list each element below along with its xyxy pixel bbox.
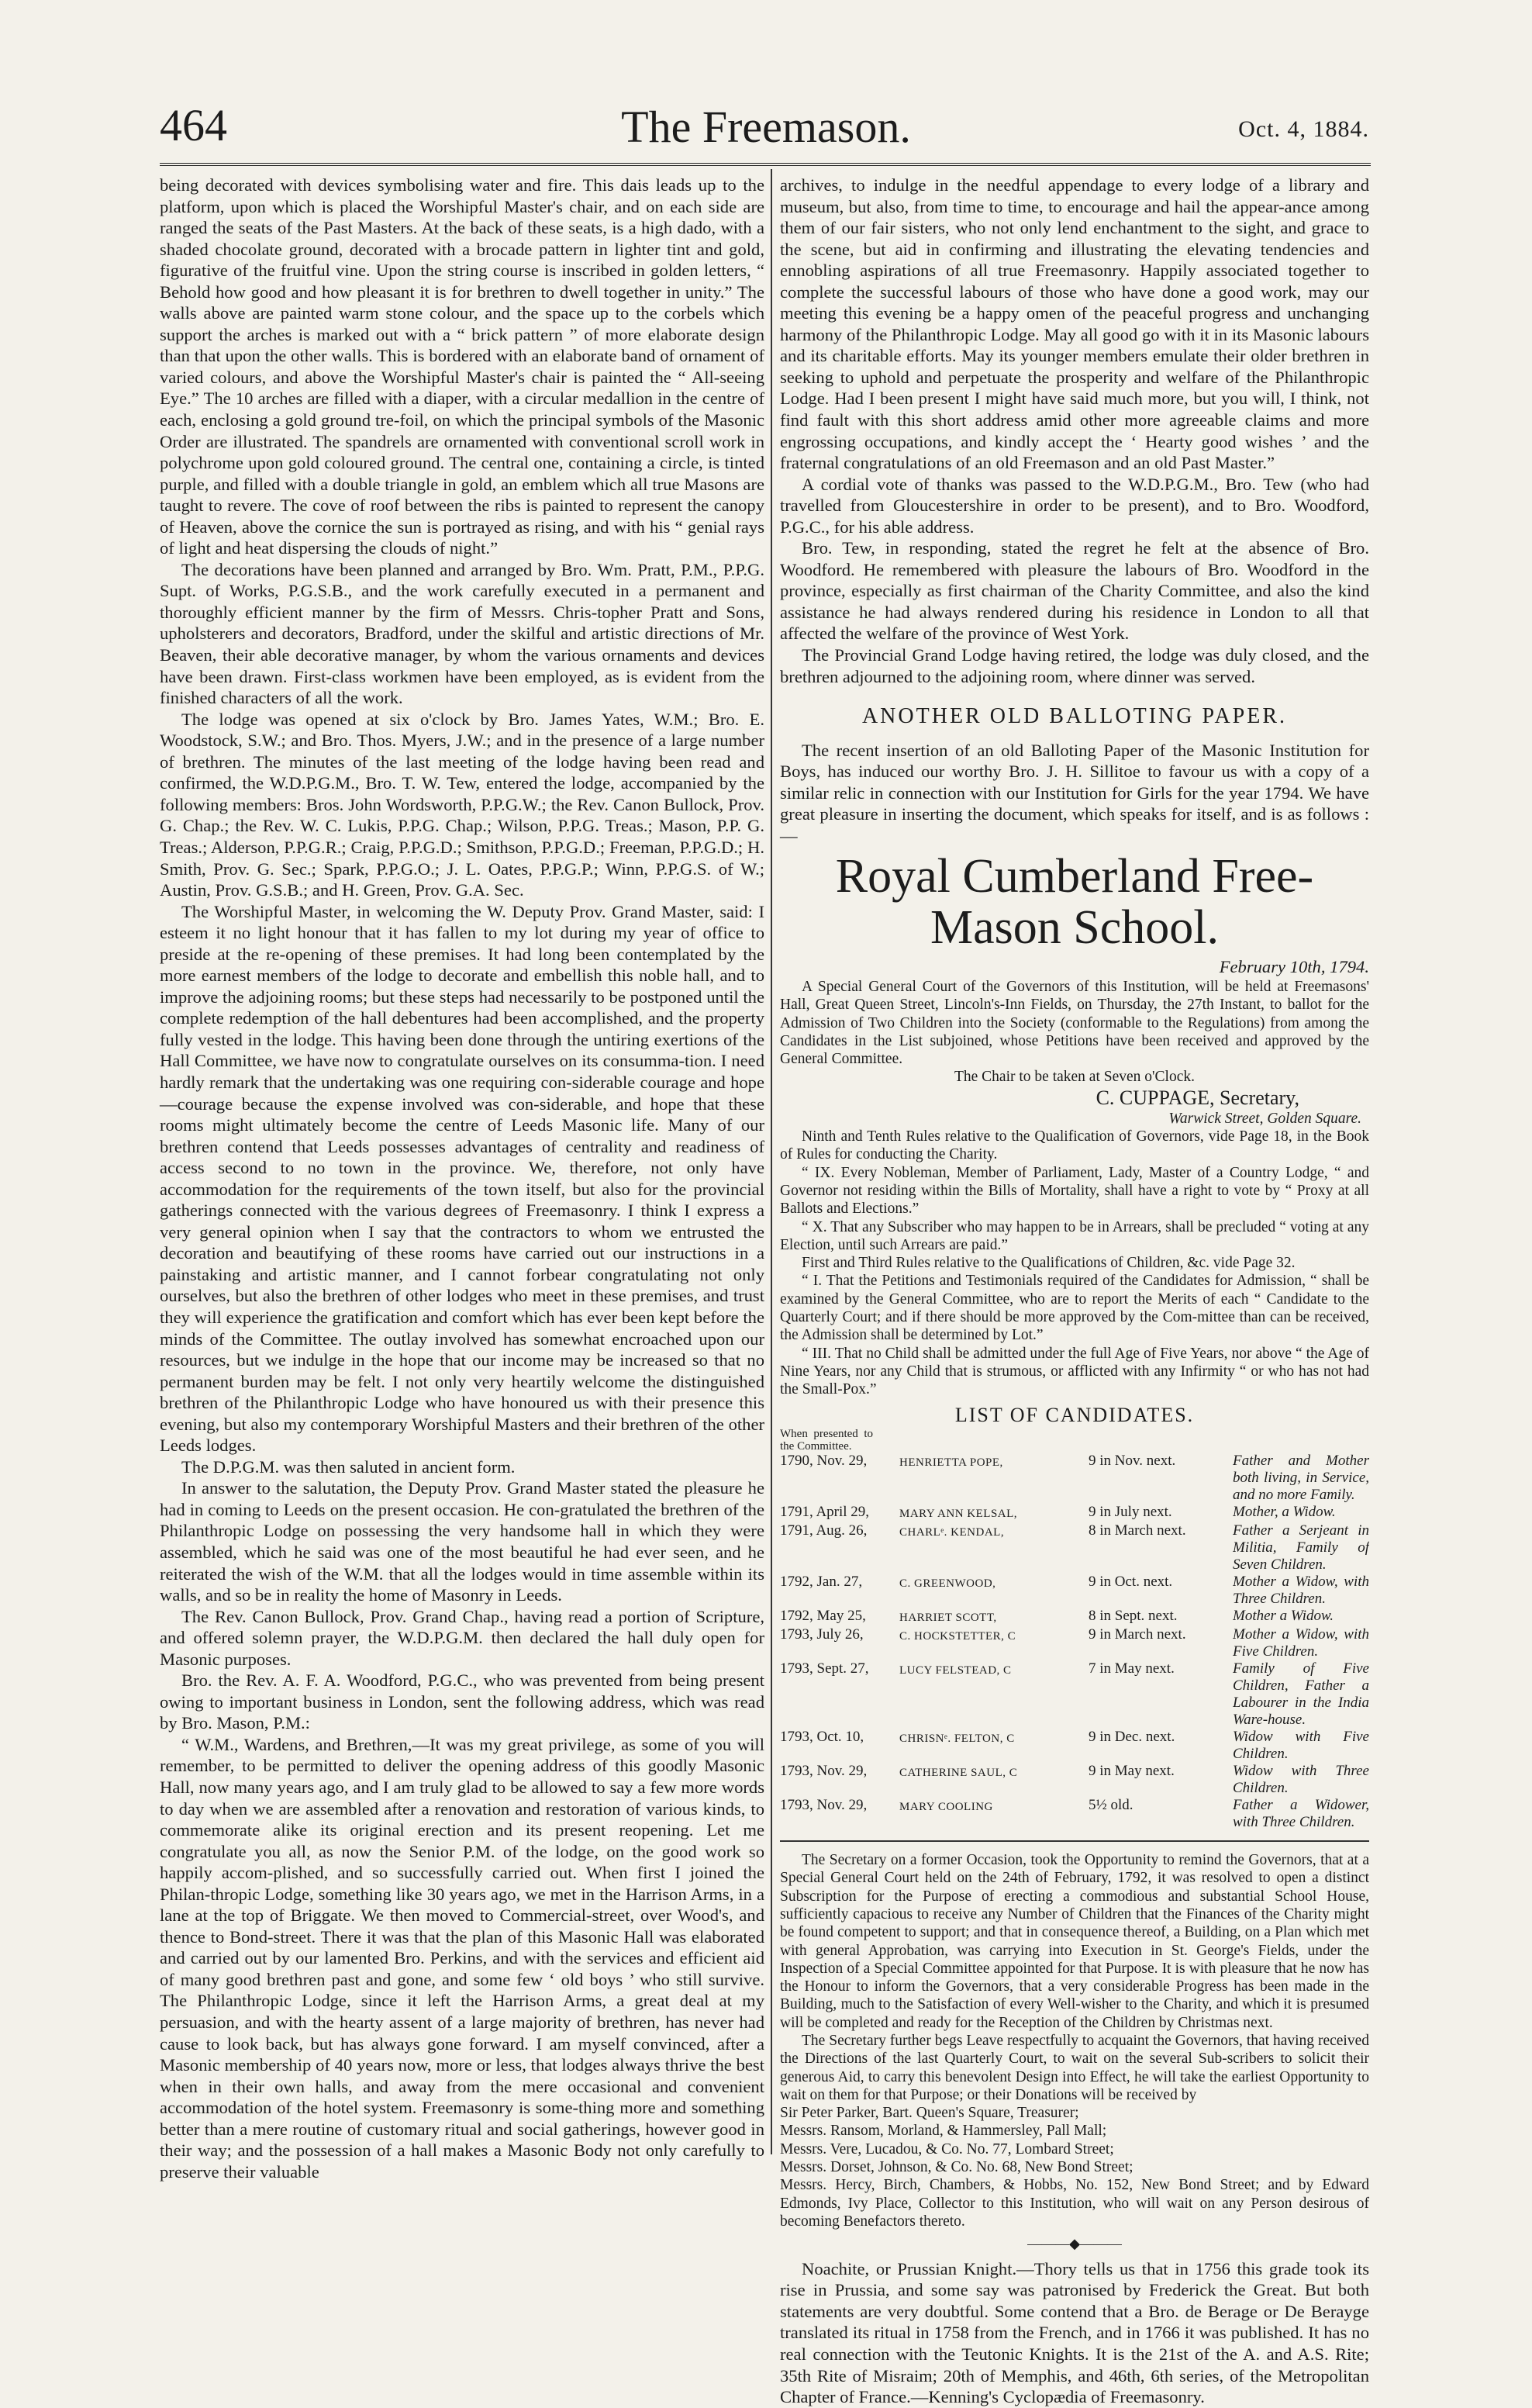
candidate-name: MARY ANN KELSAL, (899, 1508, 1018, 1521)
receiver-line: Sir Peter Parker, Bart. Queen's Square, Treasurer; (780, 2105, 1079, 2122)
article-paragraph: The recent insertion of an old Balloting Paper of the Masonic Institution for Boys, has induced our worthy Bro. J. H. Sillitoe to favour us with a copy of a similar relic in connection with our Institution for Girls for the year 1794. We have great pleasure in inserting the document, which speaks for itself, and is as follows :— (780, 740, 1369, 845)
candidate-note: Widow with Three Children. (1233, 1763, 1369, 1797)
candidate-age: 8 in March next. (1089, 1522, 1186, 1539)
article-paragraph: being decorated with devices symbolising water and fire. This dais leads up to the platform, upon which is placed the Worshipful Master's chair, and on each side are ranged the seats of the Past Masters. At the back of these seats, is a high dado, with a shaded chocolate ground, decorated with a brocade pattern in lighter tint and gold, figurative of the fruitful vine. Upon the string course is inscribed in golden letters, “ Behold how good and how pleasant it is for brethren to dwell together in unity.” The walls above are painted warm stone colour, and the space up to the corbels which support the arches is marked out with a “ brick pattern ” of more elaborate design than that upon the other walls. This is bordered with an elaborate band of ornament of varied colours, and above the Worshipful Master's chair is painted the “ All-seeing Eye.” The 10 arches are filled with a diaper, with a circular medallion in the centre of each, enclosing a gold ground tre-foil, on which the principal symbols of the Masonic Order are illustrated. The spandrels are ornamented with conventional scroll work in polychrome upon gold coloured ground. The central one, containing a circle, is tinted purple, and filled with a double triangle in gold, an emblem which all true Masons are taught to revere. The cove of roof between the ribs is painted to represent the canopy of Heaven, above the cornice the sun is portrayed as rising, and with his “ genial rays of light and heat dispersing the clouds of night.” (160, 175, 764, 558)
rule-text: “ IX. Every Nobleman, Member of Parliament, Lady, Master of a Country Lodge, “ and Governor not residing within the Bills of Mortality, shall have a right to vote by “ Proxy at all Ballots and Elections.” (780, 1164, 1369, 1218)
rule-text: “ X. That any Subscriber who may happen to be in Arrears, shall be precluded “ voting at any Election, until such Arrears are paid.” (780, 1218, 1369, 1253)
candidate-date: 1790, Nov. 29, (780, 1453, 868, 1470)
candidate-name: HENRIETTA POPE, (899, 1456, 1003, 1470)
closing-text: The Secretary further begs Leave respectfully to acquaint the Governors, that having received the Directions of the last Quarterly Court, to wait on the several Sub-scribers to solicit their generous Aid, to carry this benevolent Design into Effect, he will take the earliest Opportunity to wait on them for that Purpose; or their Donations will be received by (780, 2033, 1369, 2103)
chair-notice: The Chair to be taken at Seven o'Clock. (954, 1069, 1195, 1086)
secretary-address: Warwick Street, Golden Square. (1168, 1110, 1361, 1127)
document-date: February 10th, 1794. (1219, 957, 1369, 977)
column-right (780, 174, 1369, 2408)
candidate-name: HARRIET SCOTT, (899, 1612, 997, 1625)
candidate-age: 8 in Sept. next. (1089, 1608, 1178, 1625)
article-paragraph: The D.P.G.M. was then saluted in ancient form. (181, 1456, 516, 1477)
candidate-note: Mother, a Widow. (1233, 1504, 1336, 1521)
receiver-line: Messrs. Dorset, Johnson, & Co. No. 68, New Bond Street; (780, 2159, 1133, 2176)
article-paragraph: Bro. the Rev. A. F. A. Woodford, P.G.C., who was prevented from being present owing to important business in London, sent the following address, which was read by Bro. Mason, P.M.: (160, 1670, 764, 1733)
court-notice: A Special General Court of the Governors of this Institution, will be held at Freemasons' Hall, Great Queen Street, Lincoln's-Inn Fields, on Thursday, the 27th Instant, to ballot for the Admission of Two Children into the Society (conformable to the Regulations) from among the Candidates in the List subjoined, whose Petitions have been received and approved by the General Committee. (780, 978, 1369, 1068)
candidates-table (780, 1453, 1369, 1831)
candidate-date: 1793, Oct. 10, (780, 1729, 864, 1746)
candidate-date: 1793, Nov. 29, (780, 1763, 868, 1780)
section-heading: ANOTHER OLD BALLOTING PAPER. (861, 704, 1288, 729)
candidate-note: Mother a Widow, with Five Children. (1233, 1626, 1369, 1660)
candidate-name: MARY COOLING (899, 1801, 993, 1814)
candidate-name: LUCY FELSTEAD, C (899, 1664, 1012, 1677)
candidates-heading: LIST OF CANDIDATES. (954, 1404, 1195, 1427)
noachite-paragraph: Noachite, or Prussian Knight.—Thory tells us that in 1756 this grade took its rise in Prussia, and some say was patronised by Frederick the Great. But both statements are very doubtful. Some contend that a Bro. de Berage or De Berayge translated its ritual in 1758 from the French, and in 1766 it was published. It has no real connection with the Teutonic Knights. It is the 21st of the A. and A.S. Rite; 35th Rite of Misraim; 20th of Memphis, and 46th, 6th series, of the Metropolitan Chapter of France.—Kenning's Cyclopædia of Freemasonry. (780, 2258, 1369, 2407)
candidate-age: 7 in May next. (1089, 1660, 1175, 1677)
article-paragraph: The Rev. Canon Bullock, Prov. Grand Chap., having read a portion of Scripture, and offered solemn prayer, the W.D.P.G.M. then declared the hall duly open for Masonic purposes. (160, 1606, 764, 1669)
candidate-date: 1791, Aug. 26, (780, 1522, 868, 1539)
article-paragraph: The Provincial Grand Lodge having retired, the lodge was duly closed, and the brethren adjourned to the adjoining room, where dinner was served. (780, 645, 1369, 686)
candidate-age: 9 in July next. (1089, 1504, 1172, 1521)
candidate-age: 9 in March next. (1089, 1626, 1186, 1643)
candidate-note: Widow with Five Children. (1233, 1729, 1369, 1763)
masthead-title: The Freemason. (621, 102, 911, 152)
secretary-name: C. CUPPAGE, Secretary, (1096, 1086, 1299, 1109)
receiver-line: Messrs. Ransom, Morland, & Hammersley, Pall Mall; (780, 2123, 1107, 2140)
candidate-date: 1792, Jan. 27, (780, 1574, 863, 1591)
receiver-line: Messrs. Vere, Lucadou, & Co. No. 77, Lombard Street; (780, 2140, 1114, 2158)
rule-text: Ninth and Tenth Rules relative to the Qualification of Governors, vide Page 18, in the Book of Rules for conducting the Charity. (780, 1128, 1369, 1163)
candidate-date: 1792, May 25, (780, 1608, 866, 1625)
article-paragraph: A cordial vote of thanks was passed to the W.D.P.G.M., Bro. Tew (who had travelled from Gloucestershire in order to be present), and to Bro. Woodford, P.G.C., for his able address. (780, 474, 1369, 537)
rule-text: “ III. That no Child shall be admitted under the full Age of Five Years, nor above “ the Age of Nine Years, nor any Child that is strumous, or afflicted with any Infirmity “ or who has not had the Small-Pox.” (780, 1345, 1369, 1398)
section-rule (780, 1840, 1369, 1842)
candidate-note: Mother a Widow, with Three Children. (1233, 1574, 1369, 1608)
candidate-date: 1791, April 29, (780, 1504, 870, 1521)
candidate-date: 1793, Nov. 29, (780, 1797, 868, 1814)
candidate-name: CHRISNᵉ. FELTON, C (899, 1733, 1015, 1746)
candidate-age: 9 in Dec. next. (1089, 1729, 1175, 1746)
article-paragraph: archives, to indulge in the needful appendage to every lodge of a library and museum, but also, from time to time, to encourage and hail the appear-ance among them of our fair sisters, who not only lend enchantment to the sight, and grace to the scene, but aid in confirming and illustrating the elevating tendencies and ennobling aspirations of all true Freemasonry. Happily associated together to complete the successful labours of those who have done a good work, may our meeting this evening be a happy omen of the peaceful progress and unchanging harmony of the Philanthropic Lodge. May all good go with it in its Masonic labours and its charitable efforts. May its younger members emulate their older brethren in seeking to uphold and perpetuate the prosperity and welfare of the Philanthropic Lodge. Had I been present I might have said much more, but you will, I think, not find fault with this short address amid other more agreeable claims and more engrossing occupations, and kindly accept the ‘ Hearty good wishes ’ and the fraternal congratulations of an old Freemason and an old Past Master.” (780, 175, 1369, 473)
closing-text: The Secretary on a former Occasion, took the Opportunity to remind the Governors, that at a Special General Court held on the 24th of February, 1792, it was resolved to open a distinct Subscription for the Purpose of erecting a commodious and substantial School House, sufficiently capacious to receive any Number of Children that the Finances of the Charity might be found competent to support; and that in consequence thereof, a Building, on a Plan which met with general Approbation, was carrying into Execution in St. George's Fields, under the Inspection of a Special Committee appointed for that Purpose. It is with pleasure that he now has the Honour to inform the Governors, that a very considerable Progress has been made in the Building, much to the Satisfaction of every Well-wisher to the Charity, and which it is presumed will be completed and ready for the Reception of the Children by Christmas next. (780, 1852, 1369, 2031)
candidate-note: Father a Serjeant in Militia, Family of Seven Children. (1233, 1522, 1369, 1574)
candidate-note: Father and Mother both living, in Service, and no more Family. (1233, 1453, 1369, 1504)
school-title: Royal Cumberland Free-Mason School. (835, 850, 1314, 955)
article-paragraph: The Worshipful Master, in welcoming the W. Deputy Prov. Grand Master, said: I esteem it no light honour that it has fallen to my lot during my year of office to preside at the re-opening of these premises. It had long been contemplated by the more earnest members of the lodge to decorate and embellish this noble hall, and to improve the adjoining rooms; but these steps had necessarily to be postponed until the complete redemption of the hall debentures had been accomplished, and the property fully vested in the lodge. This having been done through the untiring exertions of the Hall Committee, we have now to congratulate ourselves on its consumma-tion. I need hardly remark that the undertaking was one requiring con-siderable courage and hope—courage because the expense involved was con-siderable, and hope that these rooms might ultimately become the centre of Leeds Masonic life. Many of our brethren contend that Leeds possesses advantages of centrality and readiness of access second to no town in the province. We, therefore, not only have accommodation for the requirements of the town itself, but also for the provincial gatherings connected with the various degrees of Freemasonry. I think I express a very general opinion when I say that the contractors to whom we entrusted the decoration and beautifying of these rooms have carried out our instructions in a painstaking and artistic manner, and I cannot forbear congratulating not only ourselves, but also the brethren of other lodges who meet in these premises, and trust they will experience the gratification and comfort which has ever been kept before the minds of the Committee. The outlay involved has somewhat encroached upon our resources, but we indulge in the hope that our income may be increased so that no permanent burden may be felt. I not only very heartily welcome the distinguished brethren of the Philanthropic Lodge who have honoured us with their presence this evening, but also my contemporary Worshipful Masters and their brethren of the other Leeds lodges. (160, 901, 764, 1456)
candidate-age: 9 in May next. (1089, 1763, 1175, 1780)
candidate-note: Father a Widower, with Three Children. (1233, 1797, 1369, 1831)
candidate-date: 1793, July 26, (780, 1626, 864, 1643)
article-paragraph: The decorations have been planned and arranged by Bro. Wm. Pratt, P.M., P.P.G. Supt. of Works, P.G.S.B., and the work carefully executed in a permanent and thoroughly efficient manner by the firm of Messrs. Chris-topher Pratt and Sons, upholsterers and decorators, Bradford, under the skilful and artistic directions of Mr. Beaven, their able decorative manager, by whom the various ornaments and devices have been drawn. First-class workmen have been employed, as is evident from the finished characters of all the work. (160, 559, 764, 708)
candidates-subheading: When presented to the Committee. (780, 1428, 873, 1453)
candidate-name: C. HOCKSTETTER, C (899, 1630, 1016, 1643)
page-header (0, 0, 1532, 171)
issue-date: Oct. 4, 1884. (1238, 116, 1369, 142)
candidate-name: CHARLᵉ. KENDAL, (899, 1526, 1005, 1539)
candidate-name: C. GREENWOOD, (899, 1577, 996, 1591)
candidate-name: CATHERINE SAUL, C (899, 1767, 1018, 1780)
page-number: 464 (160, 100, 227, 150)
column-left (160, 174, 764, 2182)
candidate-note: Mother a Widow. (1233, 1608, 1334, 1625)
divider-ornament: ———◆——— (1027, 2236, 1122, 2252)
article-paragraph: “ W.M., Wardens, and Brethren,—It was my great privilege, as some of you will remember, to be permitted to deliver the opening address of this goodly Masonic Hall, now many years ago, and I am truly glad to be allowed to say a few more words to day when we are assembled after a renovation and restoration of various kinds, to commemorate alike its original erection and its present reopening. Let me congratulate you all, as now the Senior P.M. of the lodge, on the good work so happily accom-plished, and so successfully carried out. When first I joined the Philan-thropic Lodge, something like 30 years ago, we met in the Harrison Arms, in a lane at the top of Briggate. We then moved to Commercial-street, over Wood's, and thence to Bond-street. There it was that the plan of this Masonic Hall was elaborated and carried out by our lamented Bro. Perkins, and with the services and efficient aid of many good brethren past and gone, and some few ‘ old boys ’ who still survive. The Philanthropic Lodge, since it left the Harrison Arms, a great deal at my persuasion, and with the hearty assent of a large majority of brethren, has never had cause to look back, but has always gone forward. I am myself convinced, after a Masonic membership of 40 years now, more or less, that lodges always thrive the best when in their own halls, and away from the mere occasional and convenient accommodation of the hotel system. Freemasonry is some-thing more and something better than a mere routine of customary ritual and social gatherings, however good in their way; and the possession of a hall makes a Masonic Body not only carefully to preserve their valuable (160, 1734, 764, 2182)
rule-text: “ I. That the Petitions and Testimonials required of the Candidates for Admission, “ shall be examined by the General Committee, who are to report the Merits of each “ Candidate to the Quarterly Court; and if there should be more approved by the Com-mittee than can be received, the Admission shall be determined by Lot.” (780, 1273, 1369, 1344)
candidate-date: 1793, Sept. 27, (780, 1660, 869, 1677)
candidate-note: Family of Five Children, Father a Labourer in the India Ware-house. (1233, 1660, 1369, 1729)
article-paragraph: In answer to the salutation, the Deputy Prov. Grand Master stated the pleasure he had in coming to Leeds on the present occasion. He con-gratulated the brethren of the Philanthropic Lodge on possessing the very handsome hall in which they were assembled, which he said was one of the most beautiful he had ever seen, and he reiterated the wish of the W.M. that all the lodges would in time assemble within its walls, and so be in reality the home of Masonry in Leeds. (160, 1478, 764, 1605)
candidate-age: 9 in Oct. next. (1089, 1574, 1173, 1591)
header-rule (160, 163, 1371, 166)
candidate-age: 9 in Nov. next. (1089, 1453, 1176, 1470)
column-divider (771, 169, 772, 2154)
article-paragraph: Bro. Tew, in responding, stated the regret he felt at the absence of Bro. Woodford. He remembered with pleasure the labours of Bro. Woodford in the province, especially as first chairman of the Charity Committee, and also the kind assistance he had always rendered during his residence in London to all that affected the welfare of the province of West York. (780, 538, 1369, 644)
receiver-line: Messrs. Hercy, Birch, Chambers, & Hobbs, No. 152, New Bond Street; and by Edward Edmonds, Ivy Place, Collector to this Institution, who will wait on any Person desirous of becoming Benefactors thereto. (780, 2177, 1369, 2230)
rule-text: First and Third Rules relative to the Qualifications of Children, &c. vide Page 32. (802, 1255, 1296, 1272)
article-paragraph: The lodge was opened at six o'clock by Bro. James Yates, W.M.; Bro. E. Woodstock, S.W.; and Bro. Thos. Myers, J.W.; and in the presence of a large number of brethren. The minutes of the last meeting of the lodge having been read and confirmed, the W.D.P.G.M., Bro. T. W. Tew, entered the lodge, accompanied by the following members: Bros. John Wordsworth, P.P.G.W.; the Rev. Canon Bullock, Prov. G. Chap.; the Rev. W. C. Lukis, P.P.G. Chap.; Wilson, P.P.G. Treas.; Mason, P.P. G. Treas.; Alderson, P.P.G.R.; Craig, P.P.G.D.; Smithson, P.P.G.D.; Freeman, P.P.G.D.; H. Smith, Prov. G. Sec.; Spark, P.P.G.O.; J. L. Oates, P.P.G.P.; Winn, P.P.G.S. of W.; Austin, Prov. G.S.B.; and H. Green, Prov. G.A. Sec. (160, 709, 764, 900)
candidate-age: 5½ old. (1089, 1797, 1133, 1814)
